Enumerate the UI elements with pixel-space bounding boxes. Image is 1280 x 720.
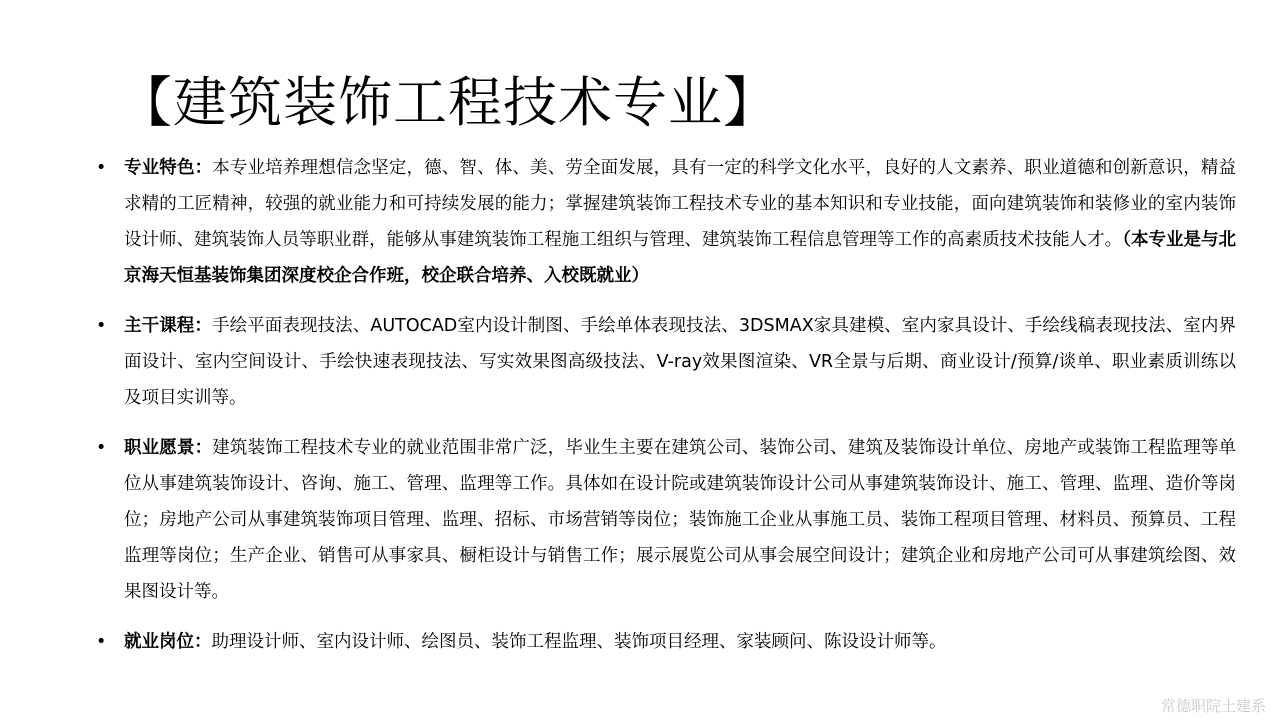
bullet-text: 建筑装饰工程技术专业的就业范围非常广泛，毕业生主要在建筑公司、装饰公司、建筑及装饰设计单位、房地产或装饰工程监理等单位从事建筑装饰设计、咨询、施工、管理、监理等工作。具体如在设计院或建筑装饰设计公司从事建筑装饰设计、施工、管理、监理、造价等岗位；房地产公司从事建筑装饰项目管理、监理、招标、市场营销等岗位；装饰施工企业从事施工员、装饰工程项目管理、材料员、预算员、工程监理等岗位；生产企业、销售可从事家具、橱柜设计与销售工作；展示展览公司从事会展空间设计；建筑企业和房地产公司可从事建筑绘图、效果图设计等。: [124, 438, 1237, 602]
bullet-icon: •: [96, 438, 107, 458]
footer-watermark: 常德职院土建系: [1160, 697, 1266, 715]
bullet-icon: •: [96, 632, 107, 652]
bullet-label: 主干课程：: [124, 316, 212, 336]
bullet-item-features: [96, 150, 1236, 294]
bullet-label: 职业愿景：: [124, 438, 213, 458]
bullet-list: [96, 150, 1236, 660]
bullet-icon: •: [96, 316, 107, 336]
bullet-item-courses: [96, 308, 1236, 416]
bullet-emphasis: （本专业是与北京海天恒基装饰集团深度校企合作班，校企联合培养、入校既就业）: [124, 230, 1237, 286]
slide-title: 【建筑装饰工程技术专业】: [118, 71, 778, 134]
bullet-icon: •: [96, 158, 107, 178]
bullet-text: 助理设计师、室内设计师、绘图员、装饰工程监理、装饰项目经理、家装顾问、陈设设计师等。: [211, 632, 947, 652]
bullet-item-jobs: [96, 624, 1236, 660]
bullet-label: 就业岗位：: [124, 632, 212, 652]
bullet-item-career-vision: [96, 430, 1236, 610]
bullet-label: 专业特色：: [124, 158, 213, 178]
bullet-text: 手绘平面表现技法、AUTOCAD室内设计制图、手绘单体表现技法、3DSMAX家具建模、室内家具设计、手绘线稿表现技法、室内界面设计、室内空间设计、手绘快速表现技法、写实效果图高级技法、V-ray效果图渲染、VR全景与后期、商业设计/预算/谈单、职业素质训练以及项目实训等。: [124, 316, 1236, 408]
bullet-text: 本专业培养理想信念坚定，德、智、体、美、劳全面发展，具有一定的科学文化水平，良好的人文素养、职业道德和创新意识，精益求精的工匠精神，较强的就业能力和可持续发展的能力；掌握建筑装饰工程技术专业的基本知识和专业技能，面向建筑装饰和装修业的室内装饰设计师、建筑装饰人员等职业群，能够从事建筑装饰工程施工组织与管理、建筑装饰工程信息管理等工作的高素质技术技能人才。: [124, 158, 1237, 250]
